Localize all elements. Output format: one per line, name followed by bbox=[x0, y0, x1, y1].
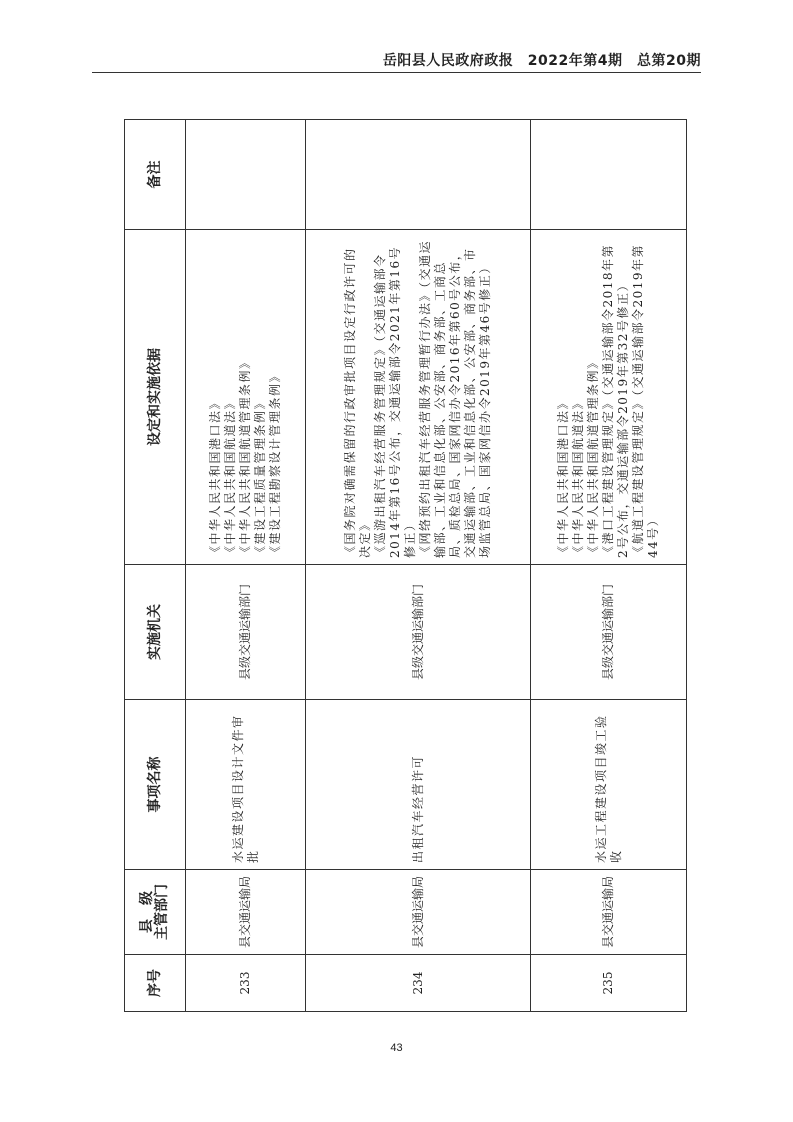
basis-line: 《建设工程质量管理条例》 bbox=[253, 395, 267, 558]
row-no: 233 bbox=[186, 955, 306, 1012]
header-rule bbox=[92, 72, 701, 73]
col-header-dept: 县 级 主管部门 bbox=[125, 870, 186, 955]
basis-line: 《中华人民共和国航道法》 bbox=[223, 395, 237, 558]
col-header-basis: 设定和实施依据 bbox=[125, 230, 186, 565]
basis-line: 《网络预约出租汽车经营服务管理暂行办法》（交通运输部、工业和信息化部、公安部、商务部、工商总局、质检总局、国家网信办令2016年第60号公布，交通运输部、工业和信息化部、公安部、商务部、市场监管总局、国家网信办令2019年第46号修正） bbox=[418, 239, 492, 558]
basis-line: 《航道工程建设管理规定》（交通运输部令2019年第44号） bbox=[631, 243, 660, 558]
row-dept: 县交通运输局 bbox=[531, 870, 687, 955]
row-agency: 县级交通运输部门 bbox=[186, 565, 306, 700]
row-note bbox=[531, 120, 687, 230]
row-name: 水运工程建设项目竣工验收 bbox=[531, 700, 687, 870]
basis-line: 《中华人民共和国航道管理条例》 bbox=[238, 355, 252, 558]
table-row bbox=[186, 120, 306, 1012]
basis-line: 《巡游出租汽车经营服务管理规定》（交通运输部令2014年第16号公布，交通运输部令2021年第16号修正） bbox=[373, 245, 417, 558]
running-header: 岳阳县人民政府政报 2022年第4期 总第20期 bbox=[382, 53, 701, 69]
basis-line: 《中华人民共和国港口法》 bbox=[208, 395, 222, 558]
table-row bbox=[531, 120, 687, 1012]
basis-line: 《中华人民共和国航道管理条例》 bbox=[586, 355, 600, 558]
row-no: 235 bbox=[531, 955, 687, 1012]
row-basis bbox=[531, 230, 687, 565]
row-basis bbox=[306, 230, 531, 565]
basis-line: 《中华人民共和国港口法》 bbox=[556, 395, 570, 558]
row-note bbox=[306, 120, 531, 230]
row-name: 出租汽车经营许可 bbox=[306, 700, 531, 870]
row-agency: 县级交通运输部门 bbox=[306, 565, 531, 700]
row-note bbox=[186, 120, 306, 230]
row-dept: 县交通运输局 bbox=[306, 870, 531, 955]
basis-line: 《国务院对确需保留的行政审批项目设定行政许可的决定》 bbox=[343, 247, 372, 558]
basis-line: 《中华人民共和国航道法》 bbox=[571, 395, 585, 558]
row-name: 水运建设项目设计文件审批 bbox=[186, 700, 306, 870]
col-header-agency: 实施机关 bbox=[125, 565, 186, 700]
row-dept: 县交通运输局 bbox=[186, 870, 306, 955]
col-header-note: 备注 bbox=[125, 120, 186, 230]
col-header-no: 序号 bbox=[125, 955, 186, 1012]
rotated-table bbox=[124, 120, 686, 1012]
col-header-name: 事项名称 bbox=[125, 700, 186, 870]
row-no: 234 bbox=[306, 955, 531, 1012]
row-basis bbox=[186, 230, 306, 565]
table-row bbox=[306, 120, 531, 1012]
basis-line: 《港口工程建设管理规定》（交通运输部令2018年第2号公布，交通运输部令2019年第32号修正） bbox=[601, 243, 630, 558]
page-number: 43 bbox=[390, 1042, 403, 1054]
table-header-row bbox=[125, 120, 186, 1012]
row-agency: 县级交通运输部门 bbox=[531, 565, 687, 700]
basis-line: 《建设工程勘察设计管理条例》 bbox=[268, 368, 282, 558]
